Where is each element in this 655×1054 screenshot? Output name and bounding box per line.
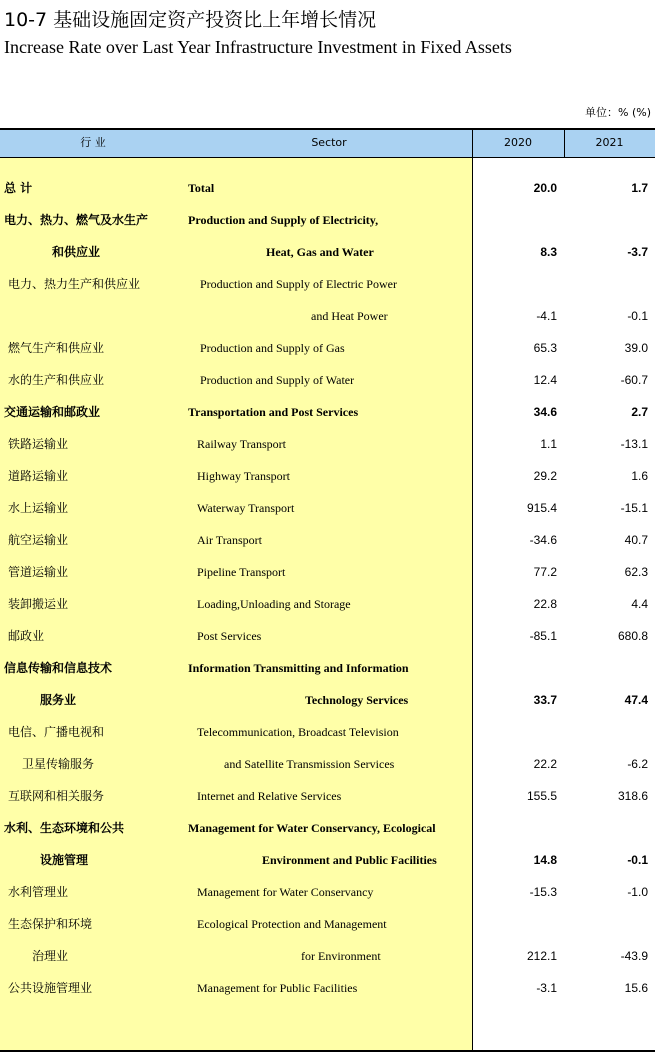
value-2020: 915.4 [526,501,557,515]
sector-name-en: Transportation and Post Services [188,405,359,419]
value-2021: -13.1 [620,437,648,451]
sector-name-cn: 燃气生产和供应业 [8,341,105,355]
table-header [0,128,655,157]
sector-name-en: Management for Water Conservancy, Ecological [188,821,436,835]
value-2021: -60.7 [620,373,648,387]
sector-name-en: Highway Transport [197,469,291,483]
table-row [0,972,655,1004]
table-title-chinese: 10-7 基础设施固定资产投资比上年增长情况 [4,9,377,31]
table-row [0,780,655,812]
top-rule [0,128,655,130]
sector-name-cn: 水的生产和供应业 [8,373,105,387]
value-2020: 155.5 [526,789,557,803]
value-2020: 22.2 [533,757,557,771]
value-2021: -15.1 [620,501,648,515]
value-2021 [564,716,648,748]
value-2020 [472,812,557,844]
table-row [0,492,655,524]
sector-name-cn: 和供应业 [52,245,101,259]
value-2021 [564,812,648,844]
sector-name-en: Heat, Gas and Water [266,245,374,259]
sector-name-en: Ecological Protection and Management [197,917,387,931]
value-2020: 1.1 [540,437,557,451]
bottom-rule [0,1050,655,1052]
value-2021: -0.1 [627,309,648,323]
table-row [0,204,655,236]
value-2020: 14.8 [533,853,557,867]
sector-name-en: Technology Services [305,693,409,707]
value-2021: 62.3 [624,565,648,579]
sector-name-cn: 交通运输和邮政业 [4,405,101,419]
value-2020 [472,268,557,300]
sector-name-en: Internet and Relative Services [197,789,342,803]
value-2020: 8.3 [540,245,557,259]
unit-label: 单位：% (%) [585,106,651,119]
value-2020: 34.6 [533,405,557,419]
sector-name-en: for Environment [301,949,381,963]
value-2020: 22.8 [533,597,557,611]
value-2020: -15.3 [529,885,557,899]
value-2020: 33.7 [533,693,557,707]
table-row [0,236,655,268]
value-2020 [472,652,557,684]
sector-name-en: Telecommunication, Broadcast Television [197,725,399,739]
sector-name-cn: 互联网和相关服务 [8,789,105,803]
table-row [0,332,655,364]
value-2020 [472,716,557,748]
table-row [0,716,655,748]
sector-name-en: Pipeline Transport [197,565,286,579]
sector-name-en: and Satellite Transmission Services [224,757,395,771]
table-row [0,364,655,396]
table-row [0,620,655,652]
sector-name-cn: 设施管理 [40,853,89,867]
value-2021 [564,908,648,940]
sector-name-cn: 航空运输业 [8,533,69,547]
value-2020: -34.6 [529,533,557,547]
sector-name-en: Production and Supply of Electric Power [200,277,397,291]
table-row [0,300,655,332]
table-row [0,940,655,972]
sector-name-en: and Heat Power [311,309,388,323]
sector-name-cn: 水利管理业 [8,885,69,899]
sector-name-en: Production and Supply of Electricity, [188,213,379,227]
sector-name-cn: 生态保护和环境 [8,917,93,931]
sector-name-cn: 水上运输业 [8,501,69,515]
sector-name-cn: 公共设施管理业 [8,981,93,995]
sector-name-en: Information Transmitting and Information [188,661,409,675]
table-row [0,556,655,588]
value-2020: -3.1 [536,981,557,995]
value-2021 [564,652,648,684]
sector-name-en: Management for Public Facilities [197,981,358,995]
header-sector-cn: 行 业 [80,136,106,149]
sector-name-en: Loading,Unloading and Storage [197,597,351,611]
value-2020: 212.1 [526,949,557,963]
value-2020: 29.2 [533,469,557,483]
value-2021: 1.6 [631,469,648,483]
value-2020: 12.4 [533,373,557,387]
table-row [0,812,655,844]
table-row [0,652,655,684]
sector-name-cn: 电力、热力、燃气及水生产 [4,213,149,227]
value-2021: 40.7 [624,533,648,547]
table-row [0,460,655,492]
value-2021: 15.6 [624,981,648,995]
table-row [0,172,655,204]
sector-name-en: Production and Supply of Gas [200,341,345,355]
value-2020: -4.1 [536,309,557,323]
value-2020 [472,204,557,236]
column-divider-years [564,128,565,157]
sector-name-cn: 信息传输和信息技术 [4,661,113,675]
header-2020: 2020 [504,136,532,149]
table-row [0,428,655,460]
value-2020: -85.1 [529,629,557,643]
value-2021: 39.0 [624,341,648,355]
table-row [0,396,655,428]
value-2021: 1.7 [631,181,648,195]
value-2021 [564,204,648,236]
table-row [0,588,655,620]
sector-name-cn: 电信、广播电视和 [8,725,105,739]
table-row [0,524,655,556]
sector-name-cn: 卫星传输服务 [22,757,95,771]
sector-name-en: Management for Water Conservancy [197,885,374,899]
sector-name-cn: 电力、热力生产和供应业 [8,277,141,291]
table-row [0,844,655,876]
value-2021: 4.4 [631,597,648,611]
value-2021: 680.8 [617,629,648,643]
value-2020: 77.2 [533,565,557,579]
value-2020: 20.0 [533,181,557,195]
value-2021: 2.7 [631,405,648,419]
value-2021: -43.9 [620,949,648,963]
sector-name-en: Railway Transport [197,437,287,451]
value-2020: 65.3 [533,341,557,355]
value-2021: -3.7 [627,245,648,259]
value-2021 [564,268,648,300]
value-2021: -6.2 [627,757,648,771]
sector-name-cn: 铁路运输业 [8,437,69,451]
value-2021: -0.1 [627,853,648,867]
table-row [0,268,655,300]
sector-name-en: Waterway Transport [197,501,295,515]
table-row [0,876,655,908]
table-row [0,748,655,780]
value-2021: 318.6 [617,789,648,803]
sector-name-cn: 总 计 [4,181,33,195]
table-title-english: Increase Rate over Last Year Infrastructure Investment in Fixed Assets [4,37,512,57]
value-2021: -1.0 [627,885,648,899]
sector-name-cn: 管道运输业 [8,565,69,579]
sector-name-cn: 装卸搬运业 [8,597,69,611]
sector-name-en: Environment and Public Facilities [262,853,437,867]
sector-name-cn: 道路运输业 [8,469,69,483]
table-row [0,684,655,716]
header-2021: 2021 [595,136,624,149]
table-row [0,908,655,940]
sector-name-en: Production and Supply of Water [200,373,355,387]
header-sector-en: Sector [311,136,347,149]
sector-name-en: Post Services [197,629,262,643]
sector-name-en: Air Transport [197,533,263,547]
sector-name-cn: 治理业 [32,949,69,963]
sector-name-cn: 水利、生态环境和公共 [4,821,125,835]
sector-name-cn: 邮政业 [8,629,45,643]
data-table [0,128,655,1052]
sector-name-cn: 服务业 [40,693,77,707]
value-2020 [472,908,557,940]
sector-name-en: Total [188,181,215,195]
value-2021: 47.4 [624,693,648,707]
